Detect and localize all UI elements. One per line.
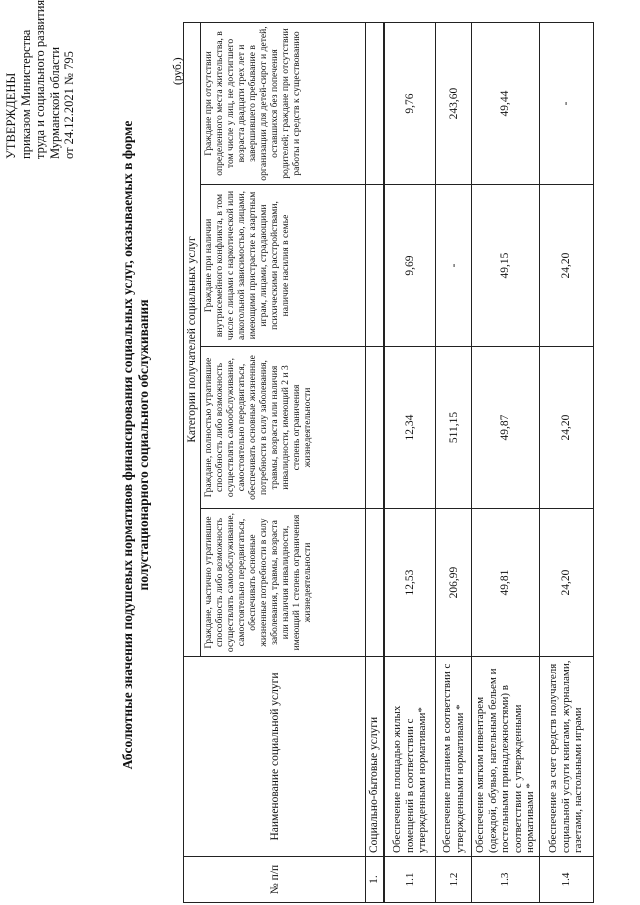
header-number: № п/п	[184, 857, 366, 903]
row-number: 1.2	[436, 857, 472, 903]
row-service-name: Обеспечение за счет средств получателя социальной услуги книгами, журналами, газетами, настольными играми	[539, 657, 593, 857]
header-category-4: Граждане при отсутствии определенного места жительства, в том числе у лиц, не достигшего возраста двадцати трех лет и завершившего пребывание в организации для детей-сирот и детей, оставшихся без попечения родителей; граждане при отсутствии работы и средств к существованию	[201, 22, 366, 184]
row-value: 49,44	[472, 22, 540, 184]
table-row	[384, 22, 436, 902]
title-line: Абсолютные значения подушевых нормативов финансирования социальных услуг, оказываемых в форме	[120, 120, 135, 770]
row-service-name: Обеспечение питанием в соответствии с утвержденными нормативами *	[436, 657, 472, 857]
row-value: 12,34	[384, 347, 436, 509]
approval-line: приказом Министерства	[18, 29, 33, 159]
section-number: 1.	[366, 857, 384, 903]
title-line: полустационарного социального обслуживания	[136, 299, 151, 591]
row-value: 243,60	[436, 22, 472, 184]
section-label: Социально-бытовые услуги	[366, 657, 384, 857]
row-number: 1.4	[539, 857, 593, 903]
table-cell	[366, 22, 384, 184]
row-service-name: Обеспечение мягким инвентарем (одеждой, обувью, нательным бельем и постельными принадлежностями) в соответствии с утвержденными нормативами *	[472, 657, 540, 857]
currency-unit: (руб.)	[172, 57, 184, 85]
row-value: -	[436, 185, 472, 347]
row-value: 49,81	[472, 509, 540, 657]
row-value: 49,87	[472, 347, 540, 509]
header-categories: Категории получателей социальных услуг	[184, 22, 201, 656]
approval-stamp	[4, 0, 77, 159]
row-value: -	[539, 22, 593, 184]
header-service-name: Наименование социальной услуги	[184, 657, 366, 857]
row-value: 49,15	[472, 185, 540, 347]
approval-line: от 24.12.2021 № 795	[62, 51, 76, 159]
table-cell	[366, 185, 384, 347]
header-category-3: Граждане при наличии внутрисемейного конфликта, в том числе с лицами с наркотической или алкогольной зависимостью, лицами, имеющими пристрастие к азартным играм, лицами, страдающими психическими расстройствами, наличие насилия в семье	[201, 185, 366, 347]
row-value: 24,20	[539, 347, 593, 509]
table-row	[436, 22, 472, 902]
document-title	[120, 25, 152, 865]
header-category-2: Граждане, полностью утратившие способность либо возможность осуществлять самообслуживание, самостоятельно передвигаться, обеспечивать основные жизненные потребности в силу заболевания, травмы, возраста или наличия инвалидности, имеющий 2 и 3 степень ограничения жизнедеятельности	[201, 347, 366, 509]
approval-line: Мурманской области	[47, 46, 62, 159]
row-number: 1.3	[472, 857, 540, 903]
row-value: 12,53	[384, 509, 436, 657]
table-cell	[366, 347, 384, 509]
table-cell	[366, 509, 384, 657]
approval-line: УТВЕРЖДЕНЫ	[4, 72, 18, 159]
header-category-1: Граждане, частично утратившие способность либо возможность осуществлять самообслуживание, самостоятельно передвигаться, обеспечивать основные жизненные потребности в силу заболевания, травмы, возраста или наличия инвалидности, имеющий 1 степень ограничения жизнедеятельности	[201, 509, 366, 657]
row-value: 511,15	[436, 347, 472, 509]
row-value: 24,20	[539, 185, 593, 347]
row-value: 24,20	[539, 509, 593, 657]
approval-line: труда и социального развития	[33, 0, 47, 159]
row-value: 9,69	[384, 185, 436, 347]
norms-table	[183, 22, 594, 903]
row-number: 1.1	[384, 857, 436, 903]
table-row	[539, 22, 593, 902]
row-value: 206,99	[436, 509, 472, 657]
table-row	[472, 22, 540, 902]
row-service-name: Обеспечение площадью жилых помещений в соответствии с утвержденными нормативами*	[384, 657, 436, 857]
row-value: 9,76	[384, 22, 436, 184]
